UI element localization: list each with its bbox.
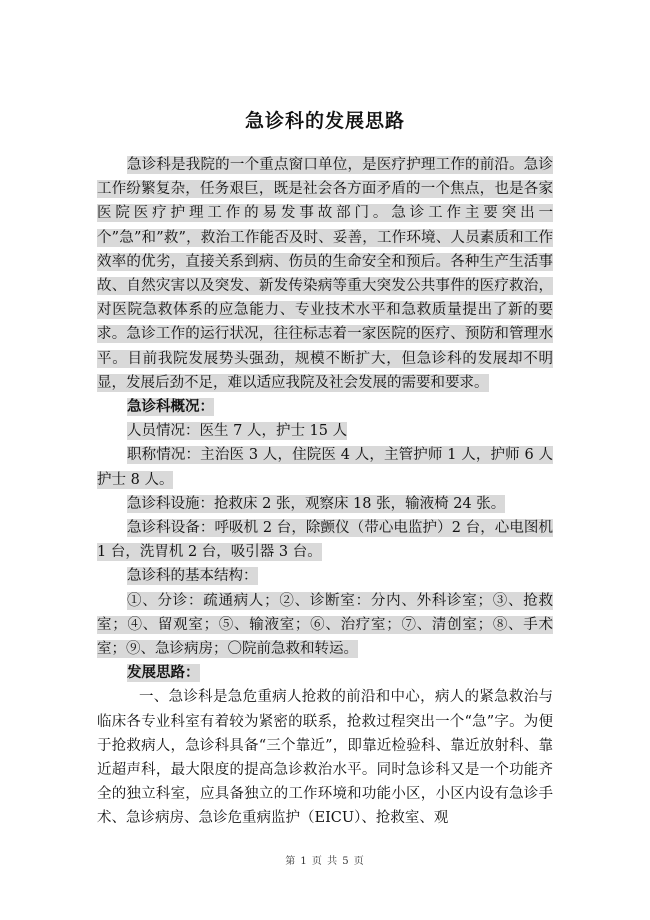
development-heading-line (97, 661, 553, 685)
facilities-paragraph (97, 492, 553, 516)
titles-text: 职称情况：主治医 3 人，住院医 4 人，主管护师 1 人，护师 6 人护士 8 人。 (97, 447, 553, 488)
intro-paragraph (97, 153, 553, 395)
overview-heading: 急诊科概况： (127, 399, 214, 416)
staffing-paragraph (97, 419, 553, 443)
overview-heading-line (97, 395, 553, 419)
development-heading: 发展思路： (127, 665, 200, 682)
facilities-text: 急诊科设施：抢救床 2 张，观察床 18 张，输液椅 24 张。 (127, 495, 506, 512)
intro-text: 急诊科是我院的一个重点窗口单位，是医疗护理工作的前沿。急诊工作纷繁复杂，任务艰巨，既是社会各方面矛盾的一个焦点，也是各家医院医疗护理工作的易发事故部门。急诊工作主要突出一个”急”和”救”，救治工作能否及时、妥善，工作环境、人员素质和工作效率的优劣，直接关系到病、伤员的生命安全和预后。各种生产生活事故、自然灾害以及突发、新发传染病等重大突发公共事件的医疗救治，对医院急救体系的应急能力、专业技术水平和急救质量提出了新的要求。急诊工作的运行状况，往往标志着一家医院的医疗、预防和管理水平。目前我院发展势头强劲，规模不断扩大，但急诊科的发展却不明显，发展后劲不足，难以适应我院及社会发展的需要和要求。 (97, 157, 553, 391)
page-footer: 第 1 页 共 5 页 (285, 856, 365, 867)
development-text: 一、急诊科是急危重病人抢救的前沿和中心，病人的紧急救治与临床各专业科室有着较为紧密的联系，抢救过程突出一个“急”字。为便于抢救病人，急诊科具备“三个靠近”，即靠近检验科、靠近放射科、靠近超声科，最大限度的提高急诊救治水平。同时急诊科又是一个功能齐全的独立科室，应具备独立的工作环境和功能小区，小区内设有急诊手术、急诊病房、急诊危重病监护（EICU）、抢救室、观 (97, 689, 553, 827)
equipment-paragraph (97, 516, 553, 564)
structure-paragraph (97, 589, 553, 662)
titles-paragraph (97, 443, 553, 491)
structure-heading-line (97, 564, 553, 588)
document-title: 急诊科的发展思路 (244, 110, 405, 132)
structure-heading: 急诊科的基本结构： (127, 568, 258, 585)
equipment-text: 急诊科设备：呼吸机 2 台，除颤仪（带心电监护）2 台，心电图机 1 台，洗胃机 2 台，吸引器 3 台。 (97, 520, 553, 561)
staffing-text: 人员情况：医生 7 人，护士 15 人 (127, 423, 348, 440)
structure-text: ①、分诊：疏通病人；②、诊断室：分内、外科诊室；③、抢救室；④、留观室；⑤、输液室；⑥、治疗室；⑦、清创室；⑧、手术室；⑨、急诊病房；〇院前急救和转运。 (97, 592, 553, 658)
document-body (97, 153, 553, 831)
development-paragraph (97, 685, 553, 830)
